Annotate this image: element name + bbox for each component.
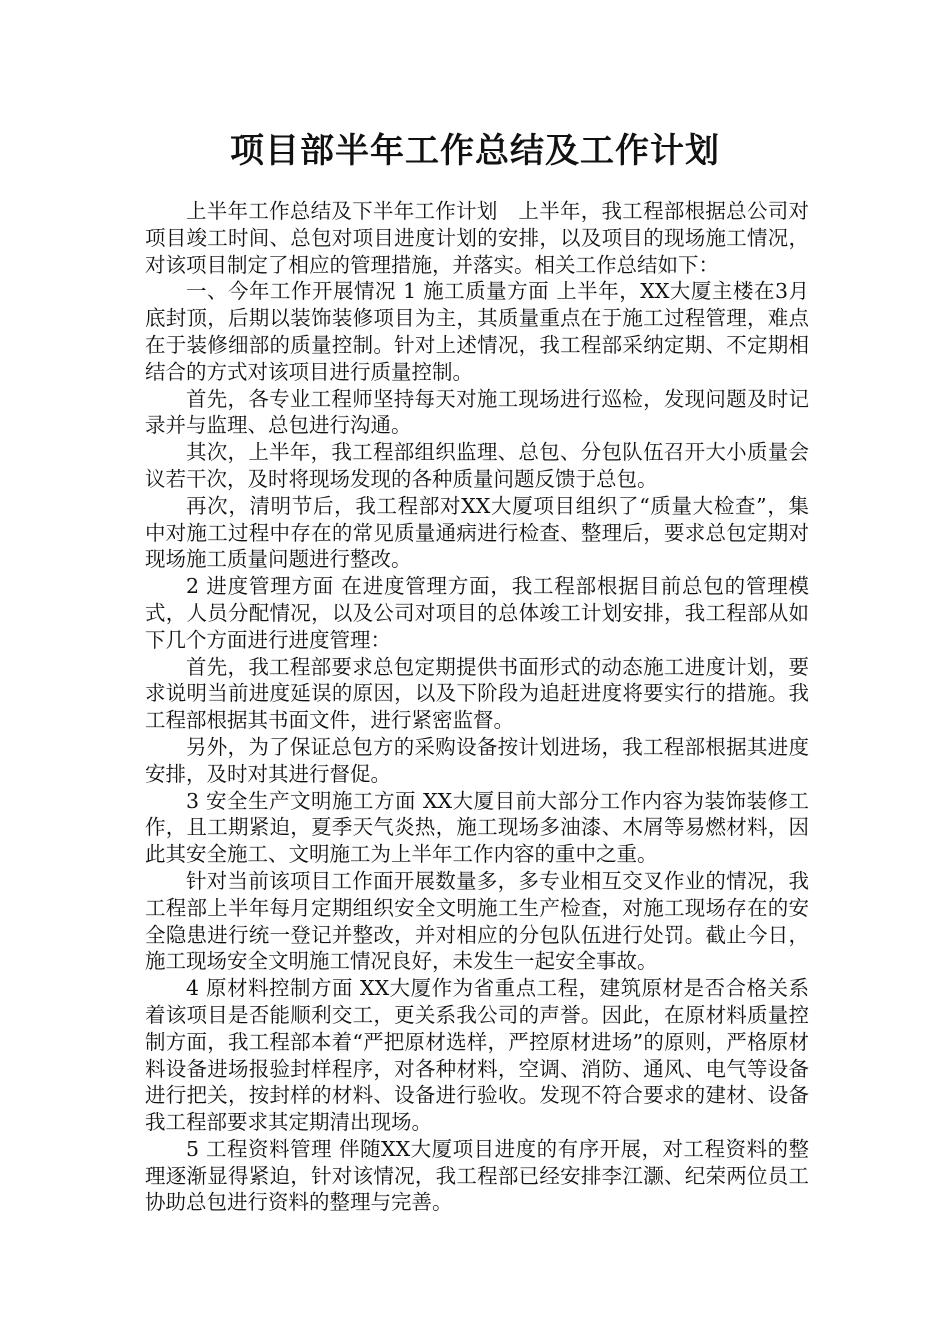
paragraph-quality-second: 其次，上半年，我工程部组织监理、总包、分包队伍召开大小质量会议若干次，及时将现场发现的各种质量问题反馈于总包。 [145,440,809,491]
paragraph-quality: 一、今年工作开展情况 1 施工质量方面 上半年，XX大厦主楼在3月底封顶，后期以装饰装修项目为主，其质量重点在于施工过程管理，难点在于装修细部的质量控制。针对上述情况，我工程部采纳定期、不定期相结合的方式对该项目进行质量控制。 [145,279,809,384]
document-body [145,198,809,1216]
paragraph-materials: 4 原材料控制方面 XX大厦作为省重点工程，建筑原材是否合格关系着该项目是否能顺利交工，更关系我公司的声誉。因此，在原材料质量控制方面，我工程部本着“严把原材选样，严控原材进场”的原则，严格原材料设备进场报验封样程序，对各种材料，空调、消防、通风、电气等设备进行把关，按封样的材料、设备进行验收。发现不符合要求的建材、设备我工程部要求其定期清出现场。 [145,976,809,1135]
paragraph-intro: 上半年工作总结及下半年工作计划 上半年，我工程部根据总公司对项目竣工时间、总包对项目进度计划的安排，以及项目的现场施工情况，对该项目制定了相应的管理措施，并落实。相关工作总结如下： [145,199,809,277]
paragraph-quality-first: 首先，各专业工程师坚持每天对施工现场进行巡检，发现问题及时记录并与监理、总包进行沟通。 [145,386,809,438]
document-title: 项目部半年工作总结及工作计划 [230,131,720,171]
paragraph-safety: 3 安全生产文明施工方面 XX大厦目前大部分工作内容为装饰装修工作，且工期紧迫，夏季天气炎热，施工现场多油漆、木屑等易燃材料，因此其安全施工、文明施工为上半年工作内容的重中之重。 [145,788,809,867]
paragraph-records: 5 工程资料管理 伴随XX大厦项目进度的有序开展，对工程资料的整理逐渐显得紧迫，针对该情况，我工程部已经安排李江灏、纪荣两位员工协助总包进行资料的整理与完善。 [145,1136,809,1215]
paragraph-schedule-first: 首先，我工程部要求总包定期提供书面形式的动态施工进度计划，要求说明当前进度延误的原因，以及下阶段为追赶进度将要实行的措施。我工程部根据其书面文件，进行紧密监督。 [145,654,809,733]
paragraph-safety-measures: 针对当前该项目工作面开展数量多，多专业相互交叉作业的情况，我工程部上半年每月定期组织安全文明施工生产检查，对施工现场存在的安全隐患进行统一登记并整改，并对相应的分包队伍进行处罚。截止今日，施工现场安全文明施工情况良好，未发生一起安全事故。 [145,868,809,974]
paragraph-schedule: 2 进度管理方面 在进度管理方面，我工程部根据目前总包的管理模式，人员分配情况，以及公司对项目的总体竣工计划安排，我工程部从如下几个方面进行进度管理： [145,574,809,652]
paragraph-quality-third: 再次，清明节后，我工程部对XX大厦项目组织了“质量大检查”，集中对施工过程中存在的常见质量通病进行检查、整理后，要求总包定期对现场施工质量问题进行整改。 [145,493,809,572]
paragraph-schedule-other: 另外，为了保证总包方的采购设备按计划进场，我工程部根据其进度安排，及时对其进行督促。 [145,734,809,786]
